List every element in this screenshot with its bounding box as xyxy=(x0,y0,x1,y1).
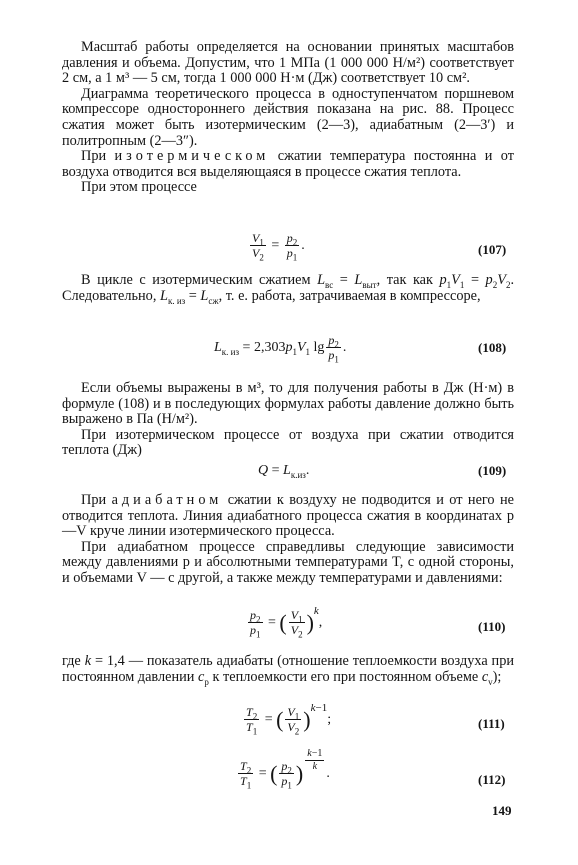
paragraph-this-process: При этом процессе xyxy=(81,179,197,196)
paragraph-adiabatic: При адиабатном сжатии к воздуху не подводится и от него не отводится теплота. Линия адиабатного процесса сжатия в координатах p—V круче линии изотермического процесса. xyxy=(62,492,515,540)
text-block-k xyxy=(62,654,514,685)
paragraph-diagram: Диаграмма теоретического процесса в одноступенчатом поршневом компрессоре одностороннего действия показана на рис. 88. Процесс сжатия может быть изотермическим (2—3), адиабатным (2—3′) и политропным (2—3″). xyxy=(62,85,514,149)
paragraph-scale: Масштаб работы определяется на основании принятых масштабов давления и объема. Допустим, что 1 МПа (1 000 000 Н/м²) соответствует 2 см, а 1 м³ — 5 см, тогда 1 000 000 Н·м (Дж) соответствует 10 см². xyxy=(62,39,514,87)
equation-number: (111) xyxy=(478,716,505,731)
text-block-top xyxy=(62,40,514,196)
paragraph-isothermal: При изотермическом сжатии температура постоянна и от воздуха отводится вся выделяющаяся в процессе сжатия теплота. xyxy=(62,148,515,180)
paragraph-relations: При адиабатном процессе справедливы следующие зависимости между давлениями p и абсолютными температурами T, с одной стороны, и объемами V — с другой, а также между температурами и давлениями: xyxy=(62,538,514,586)
paragraph-heat: При изотермическом процессе от воздуха при сжатии отводится теплота (Дж) xyxy=(62,426,514,459)
page-number: 149 xyxy=(492,803,512,818)
spaced-term: адиабатном xyxy=(111,492,223,508)
paragraph-cycle: В цикле с изотермическим сжатием $L_{вс} = L_{выт}$, так как $p_1V_1 = p_2V_2$. Следовательно, $L_{к. из} = L_{сж}$, т. е. работа, затрачиваемая в компрессоре, xyxy=(62,272,515,306)
text-block-adiabatic xyxy=(62,493,514,587)
equation-number: (110) xyxy=(478,619,506,634)
text-block-units xyxy=(62,381,514,459)
equation-number: (108) xyxy=(478,340,507,355)
equation-number: (112) xyxy=(478,772,506,787)
equation-number: (109) xyxy=(478,463,507,478)
paragraph-adiabatic-index: где k = 1,4 — показатель адиабаты (отношение теплоемкости воздуха при постоянном давлении $c_p$ к теплоемкости его при постоянном объеме $c_v$); xyxy=(62,653,515,687)
equation-number: (107) xyxy=(478,242,507,257)
text-block-cycle xyxy=(62,273,514,304)
spaced-term: изотермическом xyxy=(114,148,270,165)
book-page: Масштаб работы определяется на основании принятых масштабов давления и объема. Допустим, что 1 МПа (1 000 000 Н/м²) соответствует 2 см, а 1 м³ — 5 см, тогда 1 000 000 Н·м (Дж) соответствует 10 см². Диаграмма теоретического процесса в одноступенчатом поршневом компрессоре одностороннего действия показана на рис. 88. Процесс сжатия может быть изотермическим (2—3), адиабатным (2—3′) и политропным (2—3″). При изотермическом сжатии температура постоянна и от воздуха отводится вся выделяющаяся в процессе сжатия теплота. При этом процессе $\frac{V_1}{V_2}$ = $\frac{p_2}{p_1}$ . (107) В цикле с изотермическим сжатием $L_{вс} = L_{выт}$, так как $p_1V_1 = p_2V_2$. Следовательно, $L_{к. из} = L_{сж}$, т. е. работа, затрачиваемая в компрессоре, $L_{к. из} = 2,303p_1V_1$ lg $\frac{p_2}{p_1}$ . (108) Если объемы выражены в м³, то для получения работы в Дж (Н·м) в формуле (108) и в последующих формулах работы давление должно быть выражено в Па (Н/м²). При изотермическом процессе от воздуха при сжатии отводится теплота (Дж) $Q = L_{к.из}$. (109) При адиабатном сжатии к воздуху не подводится и от него не отводится теплота. Линия адиабатного процесса сжатия в координатах p—V круче линии изотермического процесса. При адиабатном процессе справедливы следующие зависимости между давлениями p и абсолютными температурами T, с одной стороны, и объемами V — с другой, а также между температурами и давлениями: $\frac{p_2}{p_1}$ = ( $\frac{V_1}{V_2}$ ) $^k$ , (110) где k = 1,4 — показатель адиабаты (отношение теплоемкости воздуха при постоянном давлении $c_p$ к теплоемкости его при постоянном объеме $c_v$); $\frac{T_2}{T_1}$ = ( $\frac{V_1}{V_2}$ ) $^{k -1}$ ; (111) $\frac{T_2}{T_1}$ = ( $\frac{p_2}{p_1}$ ) $\frac{k-1}{k}$ . (112) 149 xyxy=(62,39,515,818)
paragraph-units: Если объемы выражены в м³, то для получения работы в Дж (Н·м) в формуле (108) и в последующих формулах работы давление должно быть выражено в Па (Н/м²). xyxy=(62,380,514,428)
